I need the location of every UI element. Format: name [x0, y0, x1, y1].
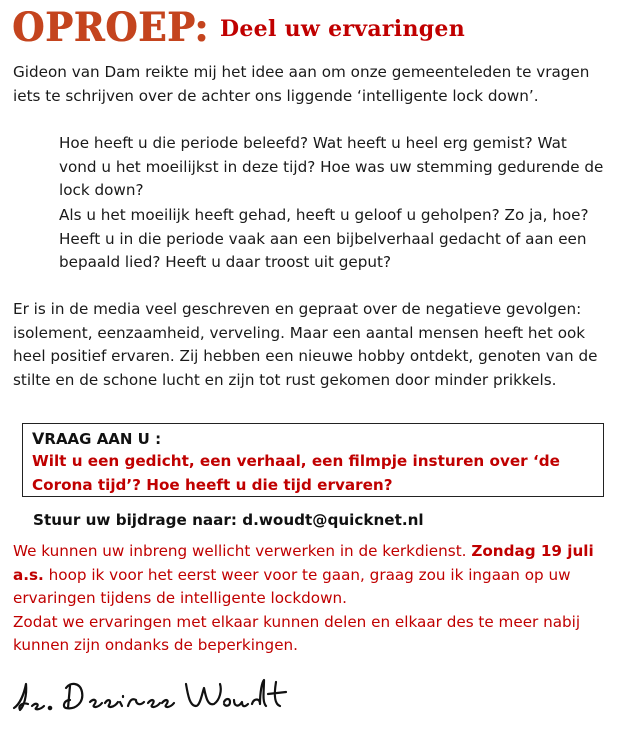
signature — [10, 670, 290, 718]
question-box — [22, 423, 604, 497]
page-header — [10, 6, 620, 50]
closing-paragraph — [13, 540, 623, 658]
closing-part-1: We kunnen uw inbreng wellicht verwerken in de kerkdienst. — [13, 542, 472, 560]
question-box-heading — [32, 428, 603, 450]
question-paragraph-2: Als u het moeilijk heeft gehad, heeft u geloof u geholpen? Zo ja, hoe? Heeft u in die periode vaak aan een bijbelverhaal gedacht of aan een bepaald lied? Heeft u daar troost uit geput? — [59, 206, 589, 271]
media-paragraph: Er is in de media veel geschreven en gepraat over de negatieve gevolgen: isolement, eenzaamheid, verveling. Maar een aantal mensen heeft het ook heel positief ervaren. Zij hebben een nieuwe hobby ontdekt, genoten van de stilte en de schone lucht en zijn tot rust gekomen door minder prikkels. — [13, 300, 598, 389]
closing-part-2: hoop ik voor het eerst weer voor te gaan, graag zou ik ingaan op uw ervaringen tijdens de intelligente lockdown. — [13, 565, 571, 607]
question-box-body: Wilt u een gedicht, een verhaal, een filmpje insturen over ‘de Corona tijd’? Hoe heeft u die tijd ervaren? — [32, 452, 560, 494]
intro-paragraph: Gideon van Dam reikte mij het idee aan om onze gemeenteleden te vragen iets te schrijven over de achter ons liggende ‘intelligente lock down’. — [13, 63, 590, 105]
heading-initial: V — [32, 429, 45, 448]
closing-part-3: Zodat we ervaringen met elkaar kunnen delen en elkaar des te meer nabij kunnen zijn ondanks de beperkingen. — [13, 612, 581, 654]
question-paragraph-1: Hoe heeft u die periode beleefd? Wat heeft u heel erg gemist? Wat vond u het moeilijkst in deze tijd? Hoe was uw stemming gedurende de lock down? — [59, 134, 604, 199]
page-subtitle: Deel uw ervaringen — [220, 16, 466, 42]
heading-rest: RAAG AAN U : — [44, 430, 162, 448]
oproep-title: OPROEP: — [12, 4, 209, 51]
service-date: Zondag 19 juli a.s. — [13, 542, 594, 584]
send-contribution-line[interactable]: Stuur uw bijdrage naar: d.woudt@quicknet.nl — [33, 511, 424, 529]
